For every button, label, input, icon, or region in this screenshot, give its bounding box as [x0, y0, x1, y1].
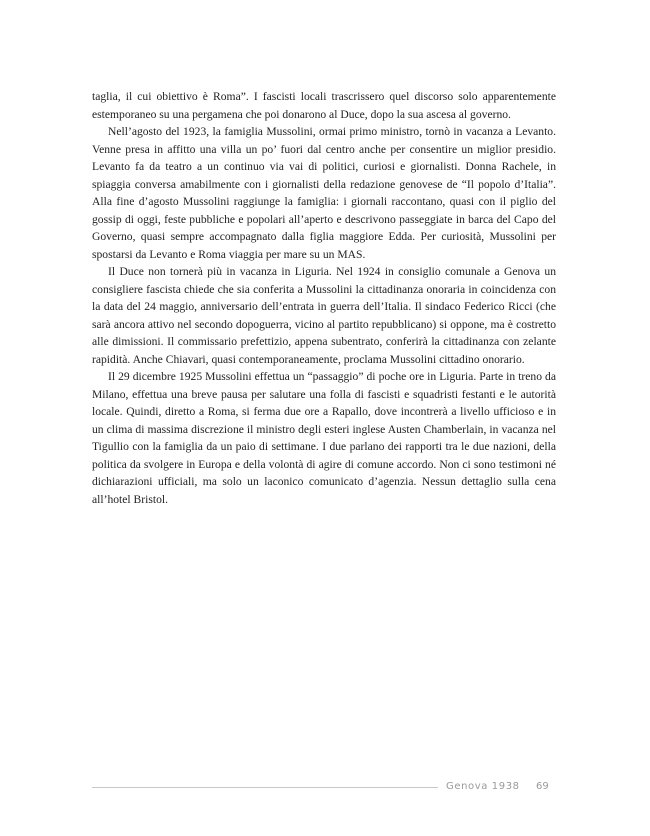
paragraph-cittadinanza-onoraria: Il Duce non tornerà più in vacanza in Liguria. Nel 1924 in consiglio comunale a Genova un consigliere fascista chiede che sia conferita a Mussolini la cittadinanza onoraria in coincidenza con la data del 24 maggio, anniversario dell’entrata in guerra dell’Italia. Il sindaco Federico Ricci (che sarà ancora attivo nel secondo dopoguerra, vicino al partito repubblicano) si oppone, ma è costretto alle dimissioni. Il commissario prefettizio, appena subentrato, conferirà la cittadinanza con zelante rapidità. Anche Chiavari, quasi contemporaneamente, proclama Mussolini cittadino onorario. — [92, 265, 556, 366]
page-number: 69 — [536, 781, 549, 792]
paragraph-levanto-1923: Nell’agosto del 1923, la famiglia Mussolini, ormai primo ministro, tornò in vacanza a Levanto. Venne presa in affitto una villa un po’ fuori dal centro anche per consentire un miglior presidio. Levanto fa da teatro a un continuo via vai di politici, curiosi e giornalisti. Donna Rachele, in spiaggia conversa amabilmente con i giornalisti della redazione genovese de “Il popolo d’Italia”. Alla fine d’agosto Mussolini raggiunge la famiglia: i giornali raccontano, quasi con il piglio del gossip di oggi, feste pubbliche e popolari all’aperto e descrivono passeggiate in barca del Capo del Governo, quasi sempre accompagnato dalla figlia maggiore Edda. Per curiosità, Mussolini per spostarsi da Levanto e Roma viaggia per mare su un MAS. — [92, 125, 556, 261]
page-footer — [92, 779, 570, 795]
paragraph-rapallo-1925: Il 29 dicembre 1925 Mussolini effettua un “passaggio” di poche ore in Liguria. Parte in treno da Milano, effettua una breve pausa per salutare una folla di fascisti e squadristi festanti e le autorità locale. Quindi, diretto a Roma, si ferma due ore a Rapallo, dove incontrerà a livello ufficioso e in un clima di massima discrezione il ministro degli esteri inglese Austen Chamberlain, in vacanza nel Tigullio con la famiglia da un paio di settimane. I due parlano dei rapporti tra le due nazioni, della politica da svolgere in Europa e della volontà di agire di comune accordo. Non ci sono testimoni né dichiarazioni ufficiali, ma solo un laconico comunicato d’agenzia. Nessun dettaglio sulla cena all’hotel Bristol. — [92, 370, 556, 506]
paragraph-continuation: taglia, il cui obiettivo è Roma”. I fascisti locali trascrissero quel discorso solo apparentemente estemporaneo su una pergamena che poi donarono al Duce, dopo la sua ascesa al governo. — [92, 90, 556, 121]
footer-rule — [92, 787, 438, 788]
running-title: Genova 1938 — [446, 781, 520, 792]
body-text — [92, 88, 556, 508]
